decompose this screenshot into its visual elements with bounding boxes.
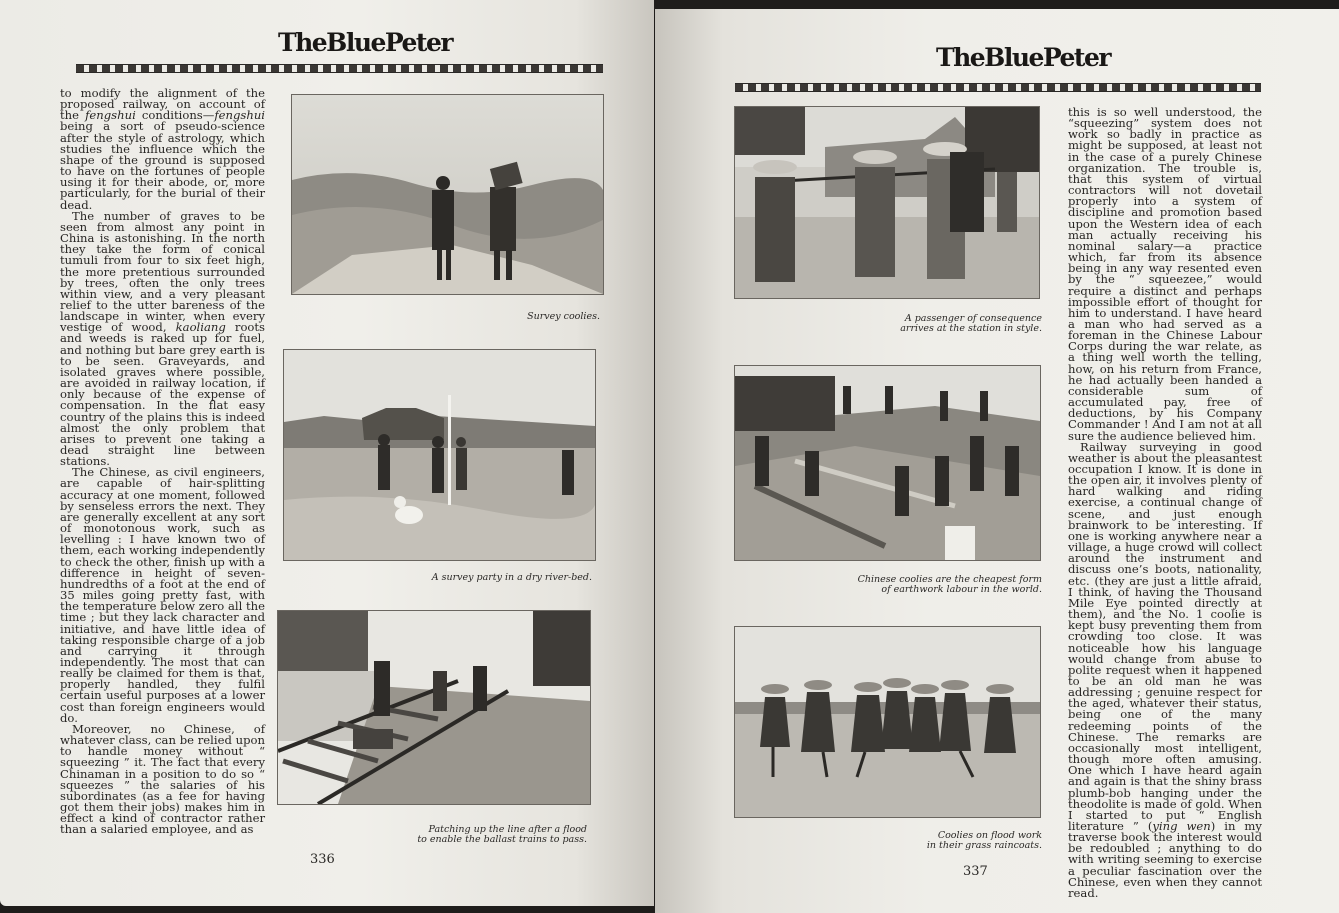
italic-term: ying wen [1152,819,1211,833]
caption-survey-party: A survey party in a dry river-bed. [431,572,592,583]
masthead-left: TheBluePeter [278,28,453,57]
masthead-right: TheBluePeter [936,43,1111,72]
caption-flood-work-1: Coolies on flood work [937,830,1042,841]
caption-coolies-earthwork [855,575,1042,595]
caption-passenger-2: arrives at the station in style. [900,323,1042,334]
paragraph: Moreover, no Chinese, of whatever class, can be relied upon to handle money without “ squeezing ” it. The fact that every Chinaman in a position to do so “ squeezes ” the salaries of his subordinates (as a fee for having got them their jobs) makes him in effect a kind of contractor rather than a salaried employee, and as [60,721,265,837]
caption-patching-line [400,825,587,845]
caption-patching-line-2: to enable the ballast trains to pass. [417,834,587,845]
photo-survey-party-river-bed [284,350,595,560]
caption-survey-coolies: Survey coolies. [527,311,600,322]
photo-passenger-of-consequence [735,107,1039,298]
photo-coolies-earthwork [735,366,1040,560]
caption-coolies-earthwork-2: of earthwork labour in the world. [881,584,1042,595]
paragraph: The Chinese, as civil engineers, are capable of hair-splitting accuracy at one moment, followed by senseless errors the next. They are generally excellent at any sort of monotonous work, such as levelling : I have known two of them, each working independently to check the other, finish up with a difference in height of seven-hundredths of a foot at the end of 35 miles going pretty fast, with the temperature below zero all the time ; but they lack character and initiative, and have little idea of taking responsible charge of a job and carrying it through independently. The most that can really be claimed for them is that, properly handled, they fulfil certain useful purposes at a lower cost than foreign engineers would do. [60,465,265,725]
left-page [0,0,654,906]
italic-term: fengshui [85,108,136,123]
masthead-rule-right [735,83,1261,92]
left-text-column [60,88,265,835]
caption-patching-line-1: Patching up the line after a flood [428,824,587,835]
paragraph: to modify the alignment of the proposed railway, on account of the fengshui conditions—fengshui being a sort of pseudo-science after the style of astrology, which studies the influence which the shape of the ground is supposed to have on the fortunes of people using it for their abode, or, more particularly, for the burial of their dead. [60,86,265,212]
caption-flood-work [855,831,1042,851]
italic-term: kaoliang [175,320,226,335]
paragraph: Railway surveying in good weather is about the pleasantest occupation I know. It is done in the open air, it involves plenty of hard walking and riding exercise, a continual change of scene, and just enough brainwork to be interesting. If one is working anywhere near a village, a huge crowd will collect around the instrument and discuss one’s boots, nationality, etc. (they are just a little afraid, I think, of having the Thousand Mile Eye pointed directly at them), and the No. 1 coolie is kept busy preventing them from crowding too close. It was noticeable how his language would change from abuse to polite request when it happened to be an old man he was addressing ; genuine respect for the aged, whatever their status, being one of the many redeeming points of the Chinese. The remarks are occasionally most intelligent, though more often amusing. One which I have heard again and again is that the shiny brass plumb-bob hanging under the theodolite is made of gold. When I started to put “ English literature ” (ying wen) in my traverse book the interest would be redoubled ; anything to do with writing seeming to exercise a peculiar fascination over the Chinese, even when they cannot read. [1068,439,1262,900]
right-text-column [1068,107,1262,899]
page-number-right: 337 [963,864,988,879]
caption-passenger-1: A passenger of consequence [904,313,1042,324]
photo-coolies-flood-work [735,627,1040,817]
italic-term: fengshui [214,108,265,123]
paragraph: this is so well understood, the “squeezing” system does not work so badly in practice as might be supposed, at least not in the case of a purely Chinese organization. The trouble is, that this system of virtual contractors will not dovetail properly into a system of discipline and promotion based upon the Western idea of each man actually receiving his nominal salary—a practice which, far from its absence being in any way resented even by the “ squeezee,” would require a distinct and perhaps impossible effort of thought for him to understand. I have heard a man who had served as a foreman in the Chinese Labour Corps during the war relate, as a thing well worth the telling, how, on his return from France, he had actually been handed a considerable sum of accumulated pay, free of deductions, by his Company Commander ! And I am not at all sure the audience believed him. [1068,105,1262,443]
page-number-left: 336 [310,852,335,867]
caption-coolies-earthwork-1: Chinese coolies are the cheapest form [857,574,1042,585]
masthead-rule-left [76,64,603,73]
photo-survey-coolies [292,95,603,294]
paragraph: The number of graves to be seen from almost any point in China is astonishing. In the north they take the form of conical tumuli from four to six feet high, the more pretentious surrounded by trees, often the only trees within view, and a very pleasant relief to the utter bareness of the landscape in winter, when every vestige of wood, kaoliang roots and weeds is raked up for fuel, and nothing but bare grey earth is to be seen. Graveyards, and isolated graves where possible, are avoided in railway location, if only because of the expense of compensation. In the flat easy country of the plains this is indeed almost the only problem that arises to prevent one taking a dead straight line between stations. [60,208,266,469]
caption-flood-work-2: in their grass raincoats. [926,840,1042,851]
caption-passenger [855,314,1042,334]
right-page [655,9,1339,913]
photo-patching-line [278,611,590,804]
